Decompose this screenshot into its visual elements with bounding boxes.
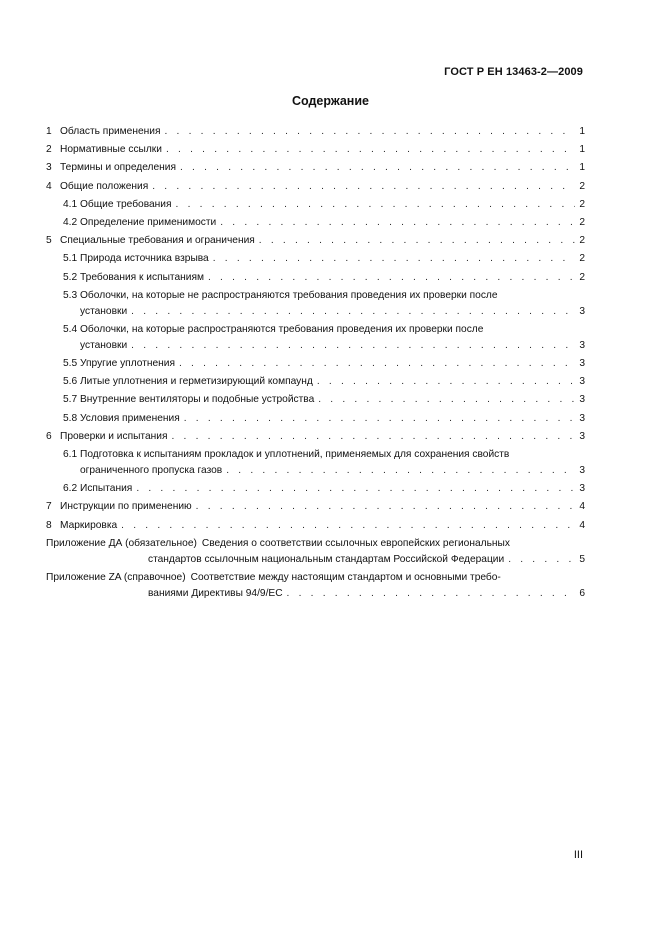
leader-dots [171, 429, 575, 445]
toc-entry[interactable] [46, 233, 585, 249]
toc-entry-page: 2 [579, 198, 585, 210]
toc-entry-number: 6 [46, 430, 52, 442]
toc-entry-page: 5 [579, 553, 585, 565]
toc-entry-title: Оболочки, на которые распространяются требования проведения их проверки после [80, 323, 484, 335]
toc-entry-number: 5.1 [63, 253, 78, 265]
toc-entry-number: 4 [46, 180, 52, 192]
leader-dots [287, 586, 575, 602]
toc-appendix-entry[interactable] [46, 536, 585, 568]
toc-entry-number: 5.4 [63, 323, 78, 335]
leader-dots [180, 160, 575, 176]
leader-dots [184, 411, 575, 427]
toc-entry-number: 5.8 [63, 412, 78, 424]
toc-appendix-entry[interactable] [46, 570, 585, 602]
toc-entry-number: 5.7 [63, 394, 78, 406]
toc-entry-page: 3 [579, 394, 585, 406]
appendix-title: Сведения о соответствии ссылочных европейских региональных [201, 537, 510, 549]
toc-entry[interactable] [46, 447, 585, 479]
leader-dots [176, 197, 575, 213]
toc-entry-page: 1 [579, 144, 585, 156]
toc-entry-page: 3 [579, 358, 585, 370]
toc-entry-number: 4.2 [63, 216, 78, 228]
toc-entry[interactable] [46, 411, 585, 427]
toc-entry-number: 6.1 [63, 449, 78, 460]
toc-entry[interactable] [46, 392, 585, 408]
toc-entry[interactable] [46, 374, 585, 390]
toc-entry[interactable] [46, 215, 585, 231]
toc-entry-number: 3 [46, 162, 52, 174]
toc-entry-title: Область применения [60, 126, 161, 137]
toc-entry-number: 7 [46, 501, 52, 513]
toc-entry-title: Условия применения [80, 412, 180, 424]
leader-dots [166, 142, 575, 158]
toc-entry-title: Природа источника взрыва [80, 253, 209, 265]
toc-entry-page: 2 [579, 216, 585, 228]
toc-entry-title-continuation: установки [80, 339, 128, 351]
toc-entry-page: 3 [579, 339, 585, 351]
toc-entry-number: 5.5 [63, 358, 78, 370]
toc-entry-title: Литые уплотнения и герметизирующий компаунд [80, 376, 313, 388]
leader-dots [508, 552, 575, 568]
toc-entry[interactable] [46, 481, 585, 497]
toc-entry-page: 2 [579, 235, 585, 247]
toc-entry-title: Общие положения [60, 180, 149, 192]
toc-entry-page: 3 [579, 483, 585, 495]
toc-entry-title: Оболочки, на которые не распространяются требования проведения их проверки после [80, 289, 498, 301]
toc-entry-page: 2 [579, 271, 585, 283]
appendix-title: Соответствие между настоящим стандартом и основными требо- [190, 571, 501, 583]
document-code: ГОСТ Р ЕН 13463-2—2009 [444, 66, 583, 78]
appendix-title-continuation: ваниями Директивы 94/9/ЕС [148, 587, 283, 599]
page-title: Содержание [291, 94, 369, 108]
leader-dots [164, 124, 575, 140]
toc-entry-title: Нормативные ссылки [60, 144, 162, 156]
toc-entry-title: Упругие уплотнения [80, 358, 175, 370]
toc-entry[interactable] [46, 160, 585, 176]
toc-entry-page: 2 [579, 253, 585, 265]
toc-entry[interactable] [46, 322, 585, 354]
toc-entry-number: 5 [46, 235, 52, 247]
leader-dots [196, 499, 575, 515]
toc-entry-page: 1 [579, 162, 585, 174]
appendix-label: Приложение ДА (обязательное) [46, 537, 197, 549]
toc-entry-page: 1 [579, 126, 585, 137]
table-of-contents [46, 124, 585, 604]
toc-entry-title: Проверки и испытания [60, 430, 168, 442]
leader-dots [226, 463, 575, 479]
leader-dots [317, 374, 575, 390]
toc-entry[interactable] [46, 251, 585, 267]
toc-entry[interactable] [46, 518, 585, 534]
toc-entry-page: 6 [579, 587, 585, 599]
toc-entry[interactable] [46, 499, 585, 515]
leader-dots [121, 518, 575, 534]
toc-entry-page: 3 [579, 305, 585, 317]
toc-entry-title-continuation: установки [80, 305, 128, 317]
toc-entry[interactable] [46, 270, 585, 286]
toc-entry-page: 4 [579, 519, 585, 531]
toc-entry-number: 6.2 [63, 483, 78, 495]
leader-dots [179, 356, 575, 372]
leader-dots [131, 338, 575, 354]
toc-entry-page: 3 [579, 376, 585, 388]
leader-dots [136, 481, 575, 497]
toc-entry-title: Внутренние вентиляторы и подобные устройства [80, 394, 315, 406]
leader-dots [318, 392, 575, 408]
toc-entry-page: 3 [579, 412, 585, 424]
toc-entry-title: Специальные требования и ограничения [60, 235, 255, 247]
toc-entry-title: Инструкции по применению [60, 501, 192, 513]
toc-entry-title-continuation: ограниченного пропуска газов [80, 465, 223, 476]
toc-entry-page: 2 [579, 180, 585, 192]
toc-entry[interactable] [46, 142, 585, 158]
leader-dots [208, 270, 575, 286]
toc-entry-title: Требования к испытаниям [80, 271, 204, 283]
toc-entry-title: Общие требования [80, 198, 172, 210]
page-number: III [573, 849, 583, 861]
toc-entry-page: 3 [579, 430, 585, 442]
toc-entry[interactable] [46, 429, 585, 445]
leader-dots [152, 179, 575, 195]
toc-entry-title: Маркировка [60, 519, 118, 531]
toc-entry[interactable] [46, 124, 585, 140]
leader-dots [213, 251, 575, 267]
toc-entry-number: 2 [46, 144, 52, 156]
toc-entry-number: 8 [46, 519, 52, 531]
toc-entry-title: Испытания [80, 483, 133, 495]
leader-dots [259, 233, 575, 249]
appendix-title-continuation: стандартов ссылочным национальным стандартам Российской Федерации [148, 553, 505, 565]
toc-entry-number: 5.3 [63, 289, 78, 301]
toc-entry-number: 5.2 [63, 271, 78, 283]
toc-entry[interactable] [46, 356, 585, 372]
toc-entry[interactable] [46, 288, 585, 320]
toc-entry-title: Термины и определения [60, 162, 176, 174]
appendix-label: Приложение ZA (справочное) [46, 571, 186, 583]
toc-entry-number: 1 [46, 126, 52, 137]
toc-entry-number: 4.1 [63, 198, 78, 210]
toc-entry-title: Определение применимости [80, 216, 217, 228]
toc-entry-page: 3 [579, 465, 585, 476]
toc-entry[interactable] [46, 197, 585, 213]
leader-dots [131, 304, 575, 320]
toc-entry-title: Подготовка к испытаниям прокладок и уплотнений, применяемых для сохранения свойств [80, 449, 510, 460]
toc-entry[interactable] [46, 179, 585, 195]
leader-dots [220, 215, 575, 231]
toc-entry-number: 5.6 [63, 376, 78, 388]
toc-entry-page: 4 [579, 501, 585, 513]
